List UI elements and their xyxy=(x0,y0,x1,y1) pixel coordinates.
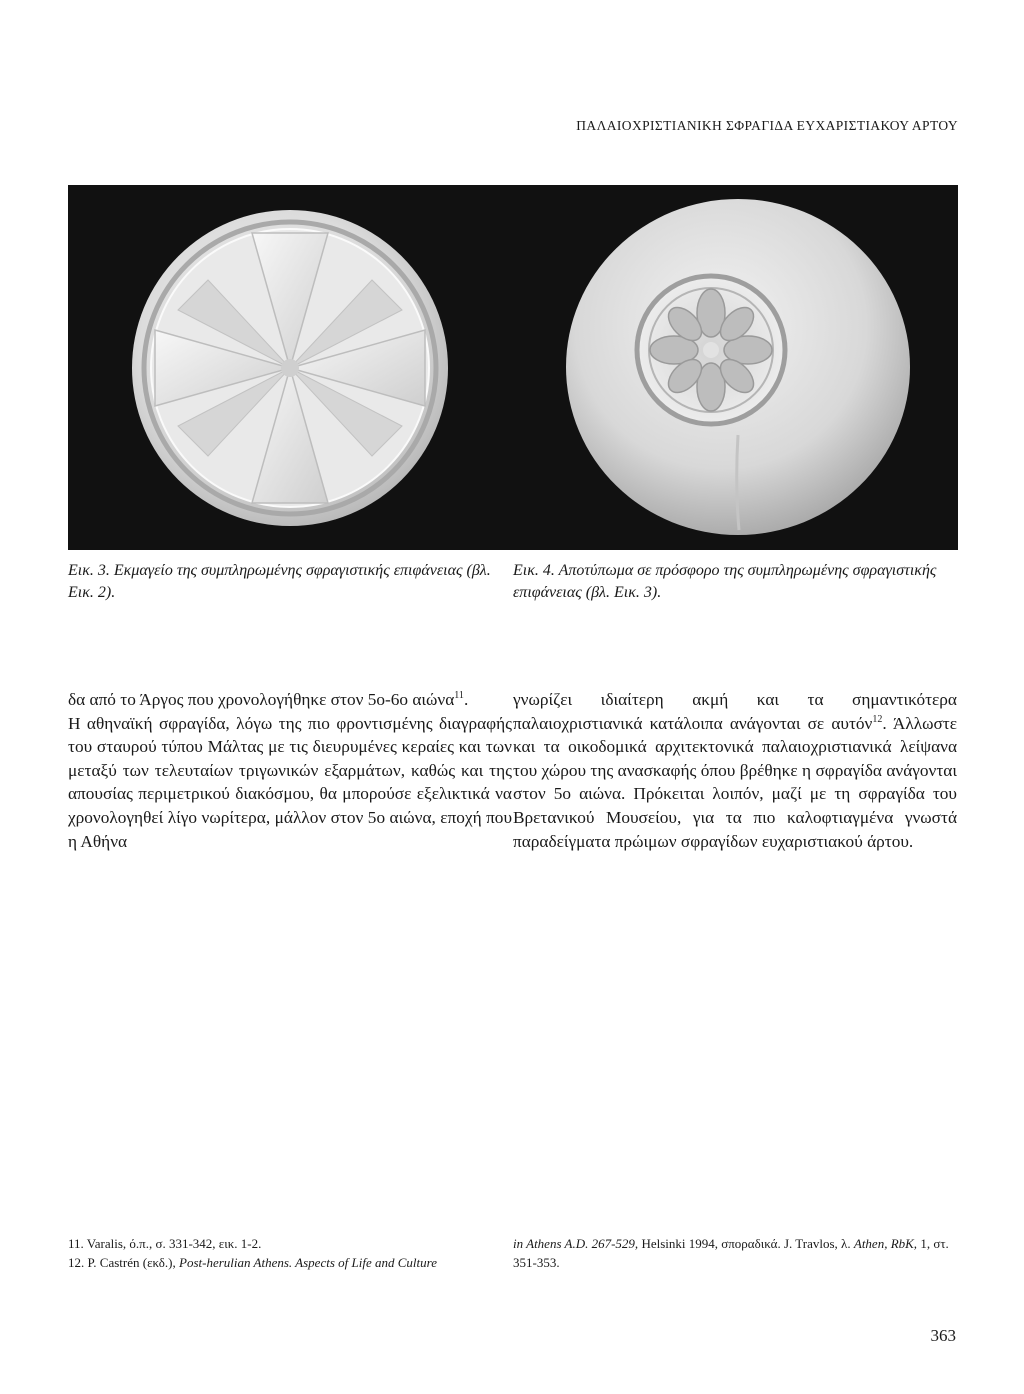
running-header: ΠΑΛΑΙΟΧΡΙΣΤΙΑΝΙΚΗ ΣΦΡΑΓΙΔΑ ΕΥΧΑΡΙΣΤΙΑΚΟΥ ΑΡΤΟΥ xyxy=(576,118,958,133)
body-paragraph: Η αθηναϊκή σφραγίδα, λόγω της πιο φροντισμένης διαγραφής του σταυρού τύπου Μάλτας με τις διευρυμένες κεραίες και των μεταξύ των τελευταίων τριγωνικών εξαρμάτων, καθώς και της απουσίας περιμετρικού διακόσμου, θα μπορούσε εξελικτικά να χρονολογηθεί λίγο νωρίτερα, μάλλον στον 5ο αιώνα, εποχή που η Αθήνα xyxy=(68,713,512,851)
body-column-left xyxy=(68,688,512,853)
body-paragraph: γνωρίζει ιδιαίτερη ακμή και τα σημαντικότερα παλαιοχριστιανικά κατάλοιπα ανάγονται σε αυτόν$^{12}$. Άλλωστε και τα οικοδομικά αρχιτεκτονικά παλαιοχριστιανικά λείψανα του χώρου της ανασκαφής όπου βρέθηκε η σφραγίδα ανάγονται στον 5ο αιώνα. Πρόκειται λοιπόν, μαζί με τη σφραγίδα του Βρετανικού Μουσείου, για τα πιο καλοφτιαγμένα γνωστά παραδείγματα πρώιμων σφραγίδων ευχαριστιακού άρτου. xyxy=(513,690,957,851)
footnote-ref-11: 11 xyxy=(454,690,464,702)
figure-4-caption: Εικ. 4. Αποτύπωμα σε πρόσφορο της συμπληρωμένης σφραγιστικής επιφάνειας (βλ. Εικ. 3). xyxy=(513,562,937,601)
footnote-11: 11. Varalis, ό.π., σ. 331-342, εικ. 1-2. xyxy=(68,1236,262,1251)
figure-4-image xyxy=(513,185,958,550)
footnote-12-continued: in Athens A.D. 267-529, Helsinki 1994, σποραδικά. J. Travlos, λ. Athen, RbK, 1, στ. 351-353. xyxy=(513,1236,949,1270)
figure-3-caption: Εικ. 3. Εκμαγείο της συμπληρωμένης σφραγιστικής επιφάνειας (βλ. Εικ. 2). xyxy=(68,562,491,601)
body-paragraph: δα από το Άργος που χρονολογήθηκε στον 5ο-6ο αιώνα$^{11}$. xyxy=(68,690,469,709)
page-number: 363 xyxy=(930,1326,956,1345)
footnote-12: 12. P. Castrén (εκδ.), Post-herulian Athens. Aspects of Life and Culture xyxy=(68,1255,437,1270)
body-column-right xyxy=(513,688,957,853)
footnotes-left xyxy=(68,1234,512,1272)
footnote-ref-12: 12 xyxy=(872,713,883,725)
footnotes-right xyxy=(513,1234,957,1272)
figure-3-image xyxy=(68,185,513,550)
